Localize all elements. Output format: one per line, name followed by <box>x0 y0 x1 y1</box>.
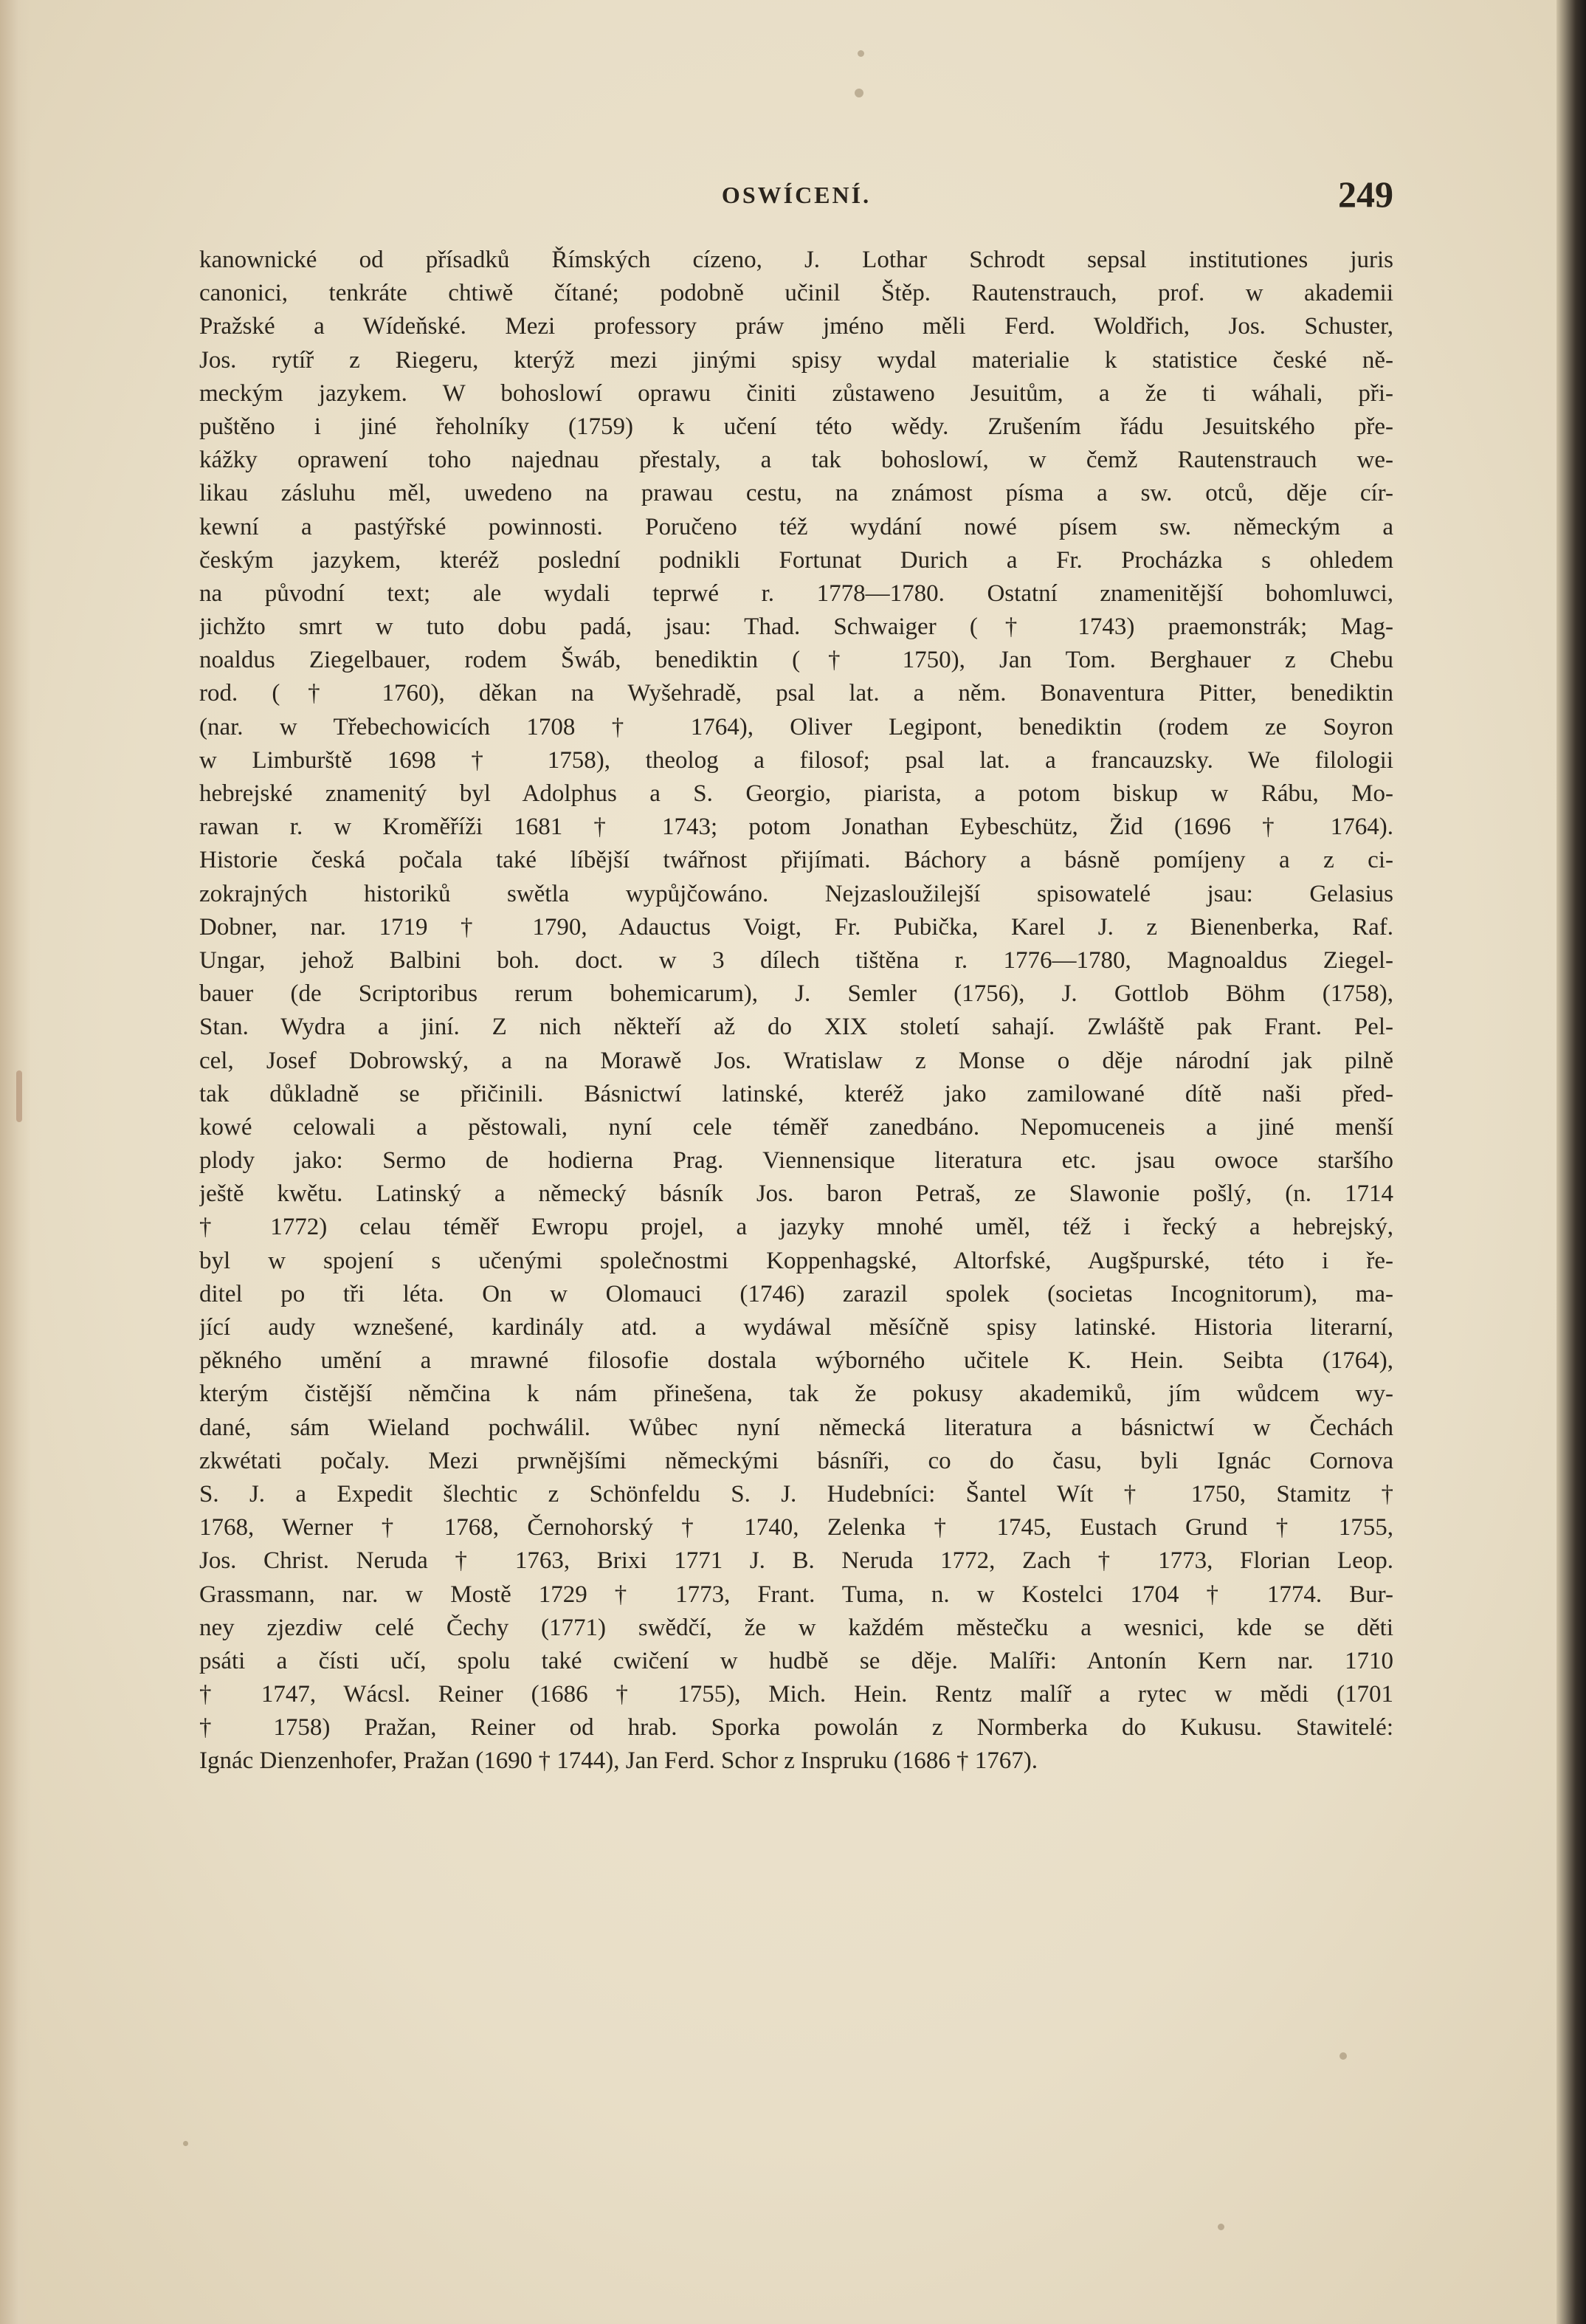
page-header <box>199 171 1393 223</box>
text-line: na původní text; ale wydali teprwé r. 1778—1780. Ostatní znamenitější bohomluwci, <box>199 580 1393 607</box>
text-line: meckým jazykem. W bohoslowí oprawu činiti zůstaweno Jesuitům, a že ti wáhali, při- <box>199 379 1393 407</box>
text-line: psáti a čísti učí, spolu také cwičení w hudbě se děje. Malíři: Antonín Kern nar. 1710 <box>199 1647 1393 1674</box>
body-text <box>199 244 1393 1778</box>
text-line: Dobner, nar. 1719 † 1790, Adauctus Voigt, Fr. Pubička, Karel J. z Bienenberka, Raf. <box>199 913 1393 941</box>
text-line: w Limburště 1698 † 1758), theolog a filosof; psal lat. a francauzsky. We filologii <box>199 746 1393 774</box>
text-line: Jos. rytíř z Riegeru, kterýž mezi jinými spisy wydal materialie k statistice české ně- <box>199 346 1393 374</box>
text-line: kterým čistější němčina k nám přinešena, tak že pokusy akademiků, jím wůdcem wy- <box>199 1381 1393 1408</box>
text-line: českým jazykem, kteréž poslední podnikli Fortunat Durich a Fr. Procházka s ohledem <box>199 546 1393 574</box>
text-line: Historie česká počala také líbější twářnost přijímati. Báchory a básně pomíjeny a z ci- <box>199 847 1393 874</box>
text-line: tak důkladně se přičinili. Básnictwí latinské, kteréž jako zamilowané dítě naši před- <box>199 1080 1393 1107</box>
text-line: Stan. Wydra a jiní. Z nich někteří až do XIX století sahají. Zwláště pak Frant. Pel- <box>199 1014 1393 1041</box>
text-line: bauer (de Scriptoribus rerum bohemicarum), J. Semler (1756), J. Gottlob Böhm (1758), <box>199 980 1393 1008</box>
text-line: ditel po tři léta. On w Olomauci (1746) zarazil spolek (societas Incognitorum), ma- <box>199 1280 1393 1307</box>
text-line: likau zásluhu měl, uwedeno na prawau cestu, na známost písma a sw. otců, děje cír- <box>199 480 1393 507</box>
paper-stain <box>16 1070 22 1122</box>
text-line: † 1758) Pražan, Reiner od hrab. Sporka powolán z Normberka do Kukusu. Stawitelé: <box>199 1714 1393 1742</box>
text-line: zokrajných historiků swětla wypůjčowáno. Nejzasloužilejší spisowatelé jsau: Gelasius <box>199 880 1393 907</box>
text-line: jichžto smrt w tuto dobu padá, jsau: Thad. Schwaiger († 1743) praemonstrák; Mag- <box>199 613 1393 641</box>
paper-speck <box>183 2141 188 2146</box>
text-line: † 1747, Wácsl. Reiner (1686 † 1755), Mich. Hein. Rentz malíř a rytec w mědi (1701 <box>199 1681 1393 1708</box>
text-line: ney zjezdiw celé Čechy (1771) swědčí, že w každém městečku a wesnici, kde se děti <box>199 1614 1393 1641</box>
text-line: † 1772) celau téměř Ewropu projel, a jazyky mnohé uměl, též i řecký a hebrejský, <box>199 1214 1393 1241</box>
page-number: 249 <box>1338 173 1393 215</box>
text-line: kowé celowali a pěstowali, nyní cele téměř zanedbáno. Nepomuceneis a jiné menší <box>199 1113 1393 1141</box>
text-line: plody jako: Sermo de hodierna Prag. Viennensique literatura etc. jsau owoce staršího <box>199 1147 1393 1175</box>
paper-speck <box>855 89 863 97</box>
text-line: 1768, Werner † 1768, Černohorský † 1740, Zelenka † 1745, Eustach Grund † 1755, <box>199 1514 1393 1541</box>
text-line: rod. († 1760), děkan na Wyšehradě, psal lat. a něm. Bonaventura Pitter, benediktin <box>199 680 1393 707</box>
text-line: ještě kwětu. Latinský a německý básník Jos. baron Petraš, ze Slawonie pošlý, (n. 1714 <box>199 1180 1393 1208</box>
text-line: zkwétati počaly. Mezi prwnějšími německými básníři, co do času, byli Ignác Cornova <box>199 1447 1393 1474</box>
text-line: hebrejské znamenitý byl Adolphus a S. Georgio, piarista, a potom biskup w Rábu, Mo- <box>199 780 1393 807</box>
running-head: OSWÍCENÍ. <box>721 182 872 208</box>
text-line: kanownické od přísadků Římských cízeno, J. Lothar Schrodt sepsal institutiones juris <box>199 247 1393 273</box>
text-line: puštěno i jiné řeholníky (1759) k učení této wědy. Zrušením řádu Jesuitského pře- <box>199 413 1393 440</box>
text-line: canonici, tenkráte chtiwě čítané; podobně učinil Štěp. Rautenstrauch, prof. w akademii <box>199 280 1393 307</box>
paper-speck <box>858 50 864 57</box>
text-line: jící audy wznešené, kardinály atd. a wydáwal měsíčně spisy latinské. Historia literarní, <box>199 1314 1393 1341</box>
page-right-edge <box>1556 0 1586 2324</box>
text-line: kážky oprawení toho najednau přestaly, a tak bohoslowí, w čemž Rautenstrauch we- <box>199 447 1393 474</box>
text-line: (nar. w Třebechowicích 1708 † 1764), Oliver Legipont, benediktin (rodem ze Soyron <box>199 713 1393 740</box>
text-line: byl w spojení s učenými společnostmi Koppenhagské, Altorfské, Augšpurské, této i ře- <box>199 1247 1393 1274</box>
text-line: S. J. a Expedit šlechtic z Schönfeldu S. J. Hudebníci: Šantel Wít † 1750, Stamitz † <box>199 1480 1393 1507</box>
paper-speck <box>1340 2052 1347 2060</box>
text-line: kewní a pastýřské powinnosti. Poručeno též wydání nowé písem sw. německým a <box>199 513 1393 540</box>
text-line: Jos. Christ. Neruda † 1763, Brixi 1771 J. B. Neruda 1772, Zach † 1773, Florian Leop. <box>199 1547 1393 1575</box>
paper-speck <box>1218 2224 1224 2230</box>
text-line: noaldus Ziegelbauer, rodem Šwáb, benediktin († 1750), Jan Tom. Berghauer z Chebu <box>199 647 1393 674</box>
text-line: pěkného umění a mrawné filosofie dostala wýborného učitele K. Hein. Seibta (1764), <box>199 1347 1393 1375</box>
text-line-final: Ignác Dienzenhofer, Pražan (1690 † 1744), Jan Ferd. Schor z Inspruku (1686 † 1767). <box>199 1747 1038 1775</box>
text-line: Ungar, jehož Balbini boh. doct. w 3 dílech tištěna r. 1776—1780, Magnoaldus Ziegel- <box>199 946 1393 974</box>
text-line: Pražské a Wídeňské. Mezi professory práw jméno měli Ferd. Woldřich, Jos. Schuster, <box>199 313 1393 340</box>
text-line: cel, Josef Dobrowský, a na Morawě Jos. Wratislaw z Monse o děje národní jak pilně <box>199 1047 1393 1074</box>
page-gutter-shadow <box>0 0 31 2324</box>
text-line: dané, sám Wieland pochwálil. Wůbec nyní německá literatura a básnictwí w Čechách <box>199 1414 1393 1441</box>
text-line: Grassmann, nar. w Mostě 1729 † 1773, Frant. Tuma, n. w Kostelci 1704 † 1774. Bur- <box>199 1581 1393 1608</box>
text-line: rawan r. w Kroměříži 1681 † 1743; potom Jonathan Eybeschütz, Žid (1696 † 1764). <box>199 814 1393 841</box>
